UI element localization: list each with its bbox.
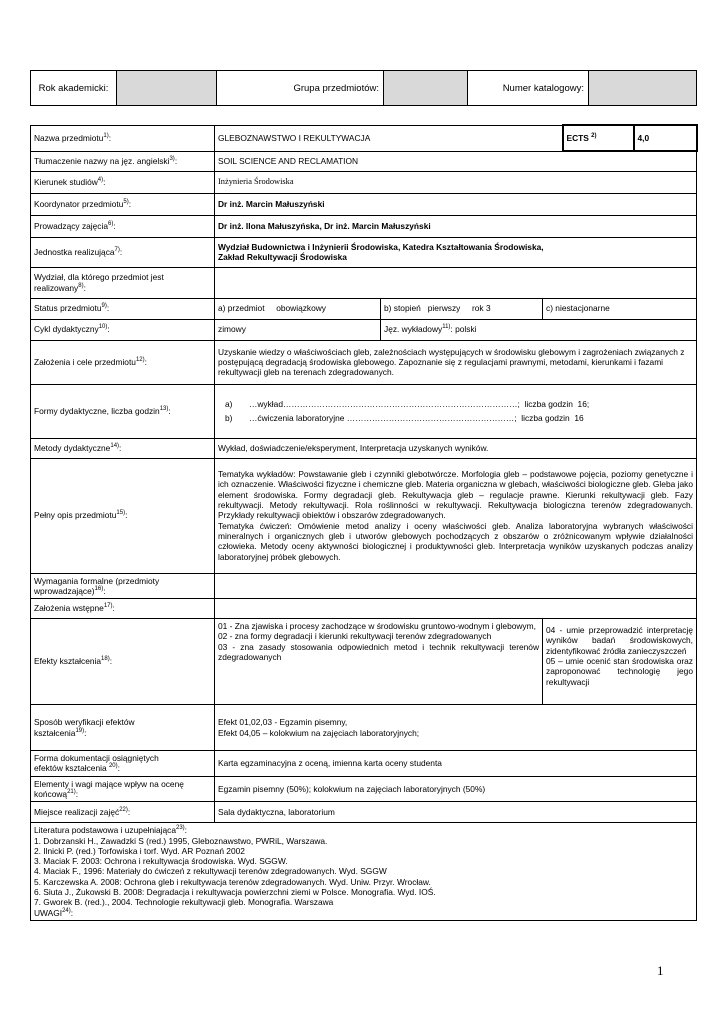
translation-value: SOIL SCIENCE AND RECLAMATION bbox=[215, 151, 697, 171]
literature-item: 3. Maciak F. 2003: Ochrona i rekultywacja środowiska. Wyd. SGGW. bbox=[34, 856, 288, 867]
formal-label: Wymagania formalne (przedmioty wprowadzające)$^{16)}$: bbox=[31, 573, 215, 599]
form-item: b) …ćwiczenia laboratoryjne ……………………………………………………; liczba godzin 16 bbox=[225, 413, 584, 423]
verif-label: Sposób weryfikacji efektów kształcenia$^{19)}$: bbox=[31, 705, 215, 751]
teachers-label: Prowadzący zajęcia$^{6)}$: bbox=[31, 215, 215, 237]
teachers-value: Dr inż. Ilona Małuszyńska, Dr inż. Marcin Małuszyński bbox=[215, 215, 697, 237]
goals-value: Uzyskanie wiedzy o właściwościach gleb, zależnościach występujących w środowisku glebowym i zagrożeniach związanych z postępującą degradacją środowiska glebowego. Zapoznanie się z regulacjami prawnymi, metodami, kierunkami i fazami rekultywacji gleb na terenach zdegradowanych. bbox=[215, 340, 697, 384]
methods-label: Metody dydaktyczne$^{14)}$: bbox=[31, 438, 215, 458]
cycle-value: zimowy bbox=[215, 319, 381, 340]
goals-label: Założenia i cele przedmiotu$^{12)}$: bbox=[31, 340, 215, 384]
translation-label: Tłumaczenie nazwy na jęz. angielski$^{3)}$: bbox=[31, 151, 215, 171]
faculty-label: Wydział, dla którego przedmiot jest realizowany$^{8)}$: bbox=[31, 267, 215, 298]
status-label: Status przedmiotu$^{9)}$: bbox=[31, 298, 215, 319]
group-label: Grupa przedmiotów: bbox=[217, 71, 384, 106]
effects-right: 04 - umie przeprowadzić interpretację wyników badań środowiskowych, zidentyfikować źródła zanieczyszczeń 05 – umie ocenić stan środowiska oraz zaproponować technologię jego rekultywacji bbox=[543, 619, 697, 705]
name-value: GLEBOZNAWSTWO I REKULTYWACJA bbox=[215, 125, 563, 151]
status-b: b) stopień pierwszy rok 3 bbox=[381, 298, 543, 319]
status-c: c) niestacjonarne bbox=[543, 298, 697, 319]
field-value: Inżynieria Środowiska bbox=[215, 171, 697, 193]
literature bbox=[31, 823, 697, 921]
desc-label: Pełny opis przedmiotu$^{15)}$: bbox=[31, 458, 215, 573]
ects-label: ECTS $^{2)}$ bbox=[563, 125, 634, 151]
place-label: Miejsce realizacji zajęć$^{22)}$: bbox=[31, 802, 215, 823]
prereq-label: Założenia wstępne$^{17)}$: bbox=[31, 599, 215, 619]
methods-value: Wykład, doświadczenie/eksperyment, Interpretacja uzyskanych wyników. bbox=[215, 438, 697, 458]
literature-item: 2. Ilnicki P. (red.) Torfowiska i torf. Wyd. AR Poznań 2002 bbox=[34, 845, 245, 856]
literature-item: 1. Dobrzanski H., Zawadzki S (red.) 1995, Gleboznawstwo, PWRiL, Warszawa. bbox=[34, 835, 328, 846]
forms-value bbox=[215, 384, 697, 438]
unit-label: Jednostka realizująca$^{7)}$: bbox=[31, 237, 215, 267]
prereq-value bbox=[215, 599, 697, 619]
remarks-label: UWAGI$^{24)}$: bbox=[34, 907, 74, 918]
cycle-label: Cykl dydaktyczny$^{10)}$: bbox=[31, 319, 215, 340]
docs-label: Forma dokumentacji osiągniętych efektów kształcenia $^{20)}$: bbox=[31, 751, 215, 777]
status-a: a) przedmiot obowiązkowy bbox=[215, 298, 381, 319]
header-table bbox=[30, 70, 697, 106]
literature-item: 4. Maciak F., 1996: Materiały do ćwiczeń z rekultywacji terenów zdegradowanych. Wyd. SGGW bbox=[34, 866, 387, 877]
literature-item: 6. Siuta J., Żukowski B. 2008: Degradacja i rekultywacja powierzchni ziemi w Polsce. Monografia. Wyd. IOŚ. bbox=[34, 887, 436, 898]
literature-item: 7. Gworek B. (red.)., 2004. Technologie rekultywacji gleb. Monografia. Warszawa bbox=[34, 897, 334, 908]
lang-value: Jęz. wykładowy$^{11)}$: polski bbox=[381, 319, 697, 340]
effects-left: 01 - Zna zjawiska i procesy zachodzące w środowisku gruntowo-wodnym i glebowym, 02 - zna formy degradacji i kierunki rekultywacji terenów zdegradowanych 03 - zna zasady stosowania odpowiednich metod i technik rekultywacji terenów zdegradowanych bbox=[215, 619, 543, 705]
forms-label: Formy dydaktyczne, liczba godzin$^{13)}$: bbox=[31, 384, 215, 438]
year-label: Rok akademicki: bbox=[31, 71, 117, 106]
field-label: Kierunek studiów$^{4)}$: bbox=[31, 171, 215, 193]
effects-label: Efekty kształcenia$^{18)}$: bbox=[31, 619, 215, 705]
coordinator-value: Dr inż. Marcin Małuszyński bbox=[215, 193, 697, 215]
faculty-value bbox=[215, 267, 697, 298]
literature-label: Literatura podstawowa i uzupełniająca$^{23)}$: bbox=[34, 825, 187, 836]
desc-value: Tematyka wykładów: Powstawanie gleb i czynniki glebotwórcze. Morfologia gleb – podstawowe pojęcia, poziomy genetyczne i ich oznaczenie. Właściwości fizyczne i chemiczne gleb. Materia organiczna w glebach, właściwości biologiczne gleb. Gleba jako element środowiska. Formy degradacji gleb. Rekultywacja gleb – regulacje prawne. Kierunki rekultywacji gleb. Fazy rekultywacji. Metody rekultywacji. Rola roślinności w rekultywacji. Rekultywacja biologiczna terenów zdegradowanych. Przykłady rekultywacji obiektów i obszarów zdegradowanych. Tematyka ćwiczeń: Omówienie metod analizy i oceny właściwości gleb. Analiza laboratoryjna wybranych właściwości mineralnych i organicznych gleb i utworów glebowych pochodzących z obszarów o zróżnicowanym wpływie działalności człowieka. Metody oceny aktywności biologicznej i produktywności gleb. Interpretacja wyników uzyskanych podczas analizy laboratoryjnej próbek glebowych. bbox=[215, 458, 697, 573]
catalog-field[interactable] bbox=[589, 71, 697, 106]
formal-value bbox=[215, 573, 697, 599]
coordinator-label: Koordynator przedmiotu$^{5)}$: bbox=[31, 193, 215, 215]
place-value: Sala dydaktyczna, laboratorium bbox=[215, 802, 697, 823]
form-item: a) …wykład…………………………………………………………………………; liczba godzin 16; bbox=[225, 398, 590, 409]
weights-label: Elementy i wagi mające wpływ na ocenę końcową$^{21)}$: bbox=[31, 776, 215, 802]
docs-value: Karta egzaminacyjna z oceną, imienna karta oceny studenta bbox=[215, 751, 697, 777]
year-field[interactable] bbox=[117, 71, 217, 106]
unit-value: Wydział Budownictwa i Inżynierii Środowiska, Katedra Kształtowania Środowiska, Zakład Rekultywacji Środowiska bbox=[215, 237, 697, 267]
course-table bbox=[30, 124, 698, 921]
verif-value: Efekt 01,02,03 - Egzamin pisemny, Efekt 04,05 – kolokwium na zajęciach laboratoryjnych; bbox=[215, 705, 697, 751]
weights-value: Egzamin pisemny (50%); kolokwium na zajęciach laboratoryjnych (50%) bbox=[215, 776, 697, 802]
literature-item: 5. Karczewska A. 2008: Ochrona gleb i rekultywacja terenów zdegradowanych. Wyd. Uniw. Przyr. Wrocław. bbox=[34, 876, 431, 887]
group-field[interactable] bbox=[384, 71, 468, 106]
catalog-label: Numer katalogowy: bbox=[468, 71, 589, 106]
ects-value: 4,0 bbox=[634, 125, 697, 151]
page-number: 1 bbox=[657, 963, 664, 978]
name-label: Nazwa przedmiotu$^{1)}$: bbox=[31, 125, 215, 151]
